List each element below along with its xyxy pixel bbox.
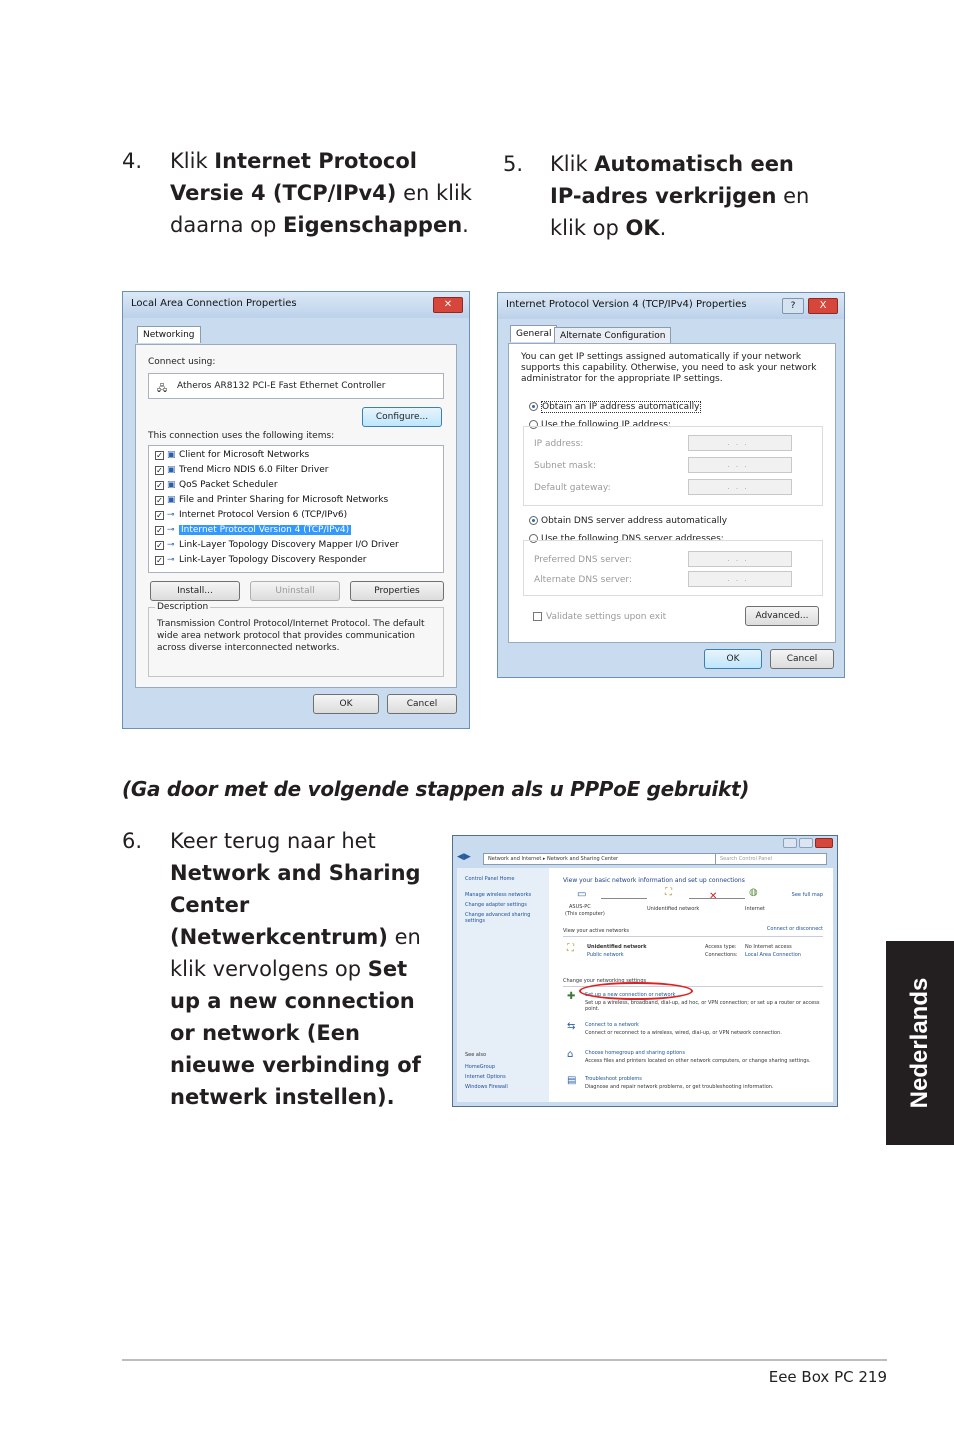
cancel-button[interactable]: Cancel bbox=[770, 649, 834, 669]
radio-on[interactable] bbox=[529, 402, 538, 411]
language-side-tab bbox=[886, 941, 954, 1145]
step-number: 5. bbox=[503, 152, 524, 176]
left-link[interactable]: Windows Firewall bbox=[465, 1084, 508, 1090]
dialog-title: Internet Protocol Version 4 (TCP/IPv4) Properties bbox=[506, 299, 747, 310]
access-type-value: No Internet access bbox=[745, 944, 792, 950]
task-setup-connection-link[interactable]: Set up a new connection or network bbox=[585, 992, 676, 998]
network-icon: ⛶ bbox=[567, 943, 574, 954]
pc-name: ASUS-PC bbox=[569, 904, 591, 910]
driver-icon: ▣ bbox=[167, 465, 176, 475]
obtain-ip-option[interactable]: Obtain an IP address automatically bbox=[529, 402, 701, 412]
maximize-button[interactable] bbox=[799, 838, 813, 848]
checkbox[interactable]: ✓ bbox=[156, 525, 163, 535]
divider bbox=[563, 936, 823, 937]
checkbox[interactable]: ✓ bbox=[156, 555, 163, 565]
left-link[interactable]: HomeGroup bbox=[465, 1064, 495, 1070]
use-ip-option[interactable]: Use the following IP address: bbox=[529, 420, 671, 430]
list-item[interactable]: ✓ ▣ File and Printer Sharing for Microsoft Networks bbox=[156, 495, 389, 505]
globe-icon: ◍ bbox=[749, 887, 758, 898]
checkbox[interactable]: ✓ bbox=[156, 480, 163, 490]
title-bar bbox=[123, 292, 469, 318]
adapter-name: Atheros AR8132 PCI-E Fast Ethernet Controller bbox=[177, 381, 386, 391]
connect-using-label: Connect using: bbox=[148, 357, 216, 367]
active-networks-label: View your active networks bbox=[563, 928, 629, 934]
connect-network-icon: ⇆ bbox=[567, 1021, 576, 1032]
subnet-mask-label: Subnet mask: bbox=[534, 461, 596, 471]
ipv4-properties-dialog bbox=[497, 292, 845, 678]
task-description: Connect or reconnect to a wireless, wired, dial-up, or VPN network connection. bbox=[585, 1030, 782, 1036]
title-bar bbox=[498, 293, 844, 319]
access-type-label: Access type: bbox=[705, 944, 737, 950]
step-number: 6. bbox=[122, 829, 143, 853]
network-type-link[interactable]: Public network bbox=[587, 952, 624, 958]
active-network-name: Unidentified network bbox=[587, 944, 647, 950]
step-text: Klik Internet Protocol Versie 4 (TCP/IPv4) en klik daarna op Eigenschappen. bbox=[170, 149, 472, 237]
connection-link[interactable]: Local Area Connection bbox=[745, 952, 801, 958]
disconnected-x-icon: ✕ bbox=[709, 891, 718, 902]
radio-on[interactable] bbox=[529, 516, 538, 525]
description-group bbox=[148, 602, 444, 677]
unidentified-network-label: Unidentified network bbox=[647, 906, 700, 912]
alternate-dns-field[interactable]: ... bbox=[688, 571, 792, 587]
dialog-title: Local Area Connection Properties bbox=[131, 298, 297, 309]
adapter-field bbox=[148, 373, 444, 399]
uninstall-button[interactable]: Uninstall bbox=[250, 581, 340, 601]
ok-button[interactable]: OK bbox=[313, 694, 379, 714]
checkbox[interactable]: ✓ bbox=[156, 465, 163, 475]
task-connect-link[interactable]: Connect to a network bbox=[585, 1022, 639, 1028]
sharing-icon: ▣ bbox=[167, 495, 176, 505]
tab-networking[interactable]: Networking bbox=[137, 326, 201, 343]
protocol-icon: ⊸ bbox=[167, 540, 175, 550]
left-link[interactable]: Change adapter settings bbox=[465, 902, 527, 908]
validate-settings-option[interactable]: Validate settings upon exit bbox=[533, 612, 666, 622]
close-button[interactable]: X bbox=[808, 298, 838, 314]
title-bar bbox=[453, 836, 837, 852]
checkbox[interactable]: ✓ bbox=[156, 450, 163, 460]
use-dns-option[interactable]: Use the following DNS server addresses: bbox=[529, 534, 724, 544]
main-heading: View your basic network information and set up connections bbox=[563, 877, 745, 884]
advanced-button[interactable]: Advanced... bbox=[745, 606, 819, 626]
properties-button[interactable]: Properties bbox=[350, 581, 444, 601]
preferred-dns-field[interactable]: ... bbox=[688, 551, 792, 567]
page-footer: Eee Box PC 219 bbox=[768, 1368, 887, 1386]
checkbox[interactable] bbox=[533, 612, 542, 621]
items-list bbox=[148, 445, 444, 573]
pppoe-note: (Ga door met de volgende stappen als u PPPoE gebruikt) bbox=[122, 777, 750, 801]
see-full-map-link[interactable]: See full map bbox=[791, 892, 823, 898]
default-gateway-label: Default gateway: bbox=[534, 483, 611, 493]
ip-address-field[interactable]: ... bbox=[688, 435, 792, 451]
help-button[interactable]: ? bbox=[782, 298, 804, 314]
task-homegroup-link[interactable]: Choose homegroup and sharing options bbox=[585, 1050, 685, 1056]
pc-subtitle: (This computer) bbox=[565, 911, 605, 917]
internet-label: Internet bbox=[745, 906, 765, 912]
list-item[interactable]: ✓ ⊸ Link-Layer Topology Discovery Mapper I/O Driver bbox=[156, 540, 399, 550]
description-label: Description bbox=[157, 602, 209, 612]
see-also-label: See also bbox=[465, 1052, 487, 1058]
connect-disconnect-link[interactable]: Connect or disconnect bbox=[766, 926, 823, 932]
list-item-selected[interactable]: ✓ ⊸ Internet Protocol Version 4 (TCP/IPv4) bbox=[156, 525, 350, 535]
list-item[interactable]: ✓ ⊸ Link-Layer Topology Discovery Responder bbox=[156, 555, 367, 565]
tab-general[interactable]: General bbox=[510, 325, 557, 342]
adapter-icon: 🖧 bbox=[157, 384, 168, 394]
change-settings-label: Change your networking settings bbox=[563, 978, 647, 984]
alternate-dns-label: Alternate DNS server: bbox=[534, 575, 633, 585]
protocol-icon: ⊸ bbox=[167, 510, 175, 520]
left-link[interactable]: Change advanced sharing settings bbox=[465, 912, 531, 924]
homegroup-icon: ⌂ bbox=[567, 1049, 574, 1060]
left-link[interactable]: Internet Options bbox=[465, 1074, 506, 1080]
network-sharing-center-window bbox=[452, 835, 838, 1107]
step-text: Klik Automatisch een IP-adres verkrijgen en klik op OK. bbox=[550, 152, 810, 240]
task-troubleshoot-link[interactable]: Troubleshoot problems bbox=[585, 1076, 642, 1082]
dns-group bbox=[523, 540, 823, 596]
checkbox[interactable]: ✓ bbox=[156, 540, 163, 550]
footer-rule bbox=[122, 1359, 887, 1361]
task-description: Set up a wireless, broadband, dial-up, ad hoc, or VPN connection; or set up a router or access point. bbox=[585, 1000, 820, 1012]
checkbox[interactable]: ✓ bbox=[156, 495, 163, 505]
checkbox[interactable]: ✓ bbox=[156, 510, 163, 520]
close-button[interactable]: ✕ bbox=[433, 297, 463, 313]
general-panel bbox=[508, 343, 836, 643]
list-item[interactable]: ✓ ▣ Trend Micro NDIS 6.0 Filter Driver bbox=[156, 465, 329, 475]
connections-label: Connections: bbox=[705, 952, 738, 958]
configure-button[interactable]: Configure... bbox=[362, 407, 442, 427]
step-text: Keer terug naar het Network and Sharing Center (Netwerkcentrum) en klik vervolgens op Set up a new connection or network (Een nieuwe verbinding of netwerk instellen). bbox=[170, 829, 421, 1109]
link-line bbox=[601, 898, 647, 899]
left-pane bbox=[457, 868, 549, 1102]
protocol-icon: ⊸ bbox=[167, 555, 175, 565]
subnet-mask-field[interactable]: ... bbox=[688, 457, 792, 473]
task-description: Access files and printers located on other network computers, or change sharing settings. bbox=[585, 1058, 811, 1064]
computer-icon: ▭ bbox=[577, 889, 587, 900]
highlight-circle bbox=[579, 982, 693, 1000]
language-label: Nederlands bbox=[906, 977, 933, 1109]
ip-address-label: IP address: bbox=[534, 439, 584, 449]
ok-button[interactable]: OK bbox=[704, 649, 762, 669]
networking-panel bbox=[135, 344, 457, 688]
network-client-icon: ▣ bbox=[167, 450, 176, 460]
back-forward-icon[interactable]: ◀▶ bbox=[457, 852, 471, 862]
default-gateway-field[interactable]: ... bbox=[688, 479, 792, 495]
tab-alternate-configuration[interactable]: Alternate Configuration bbox=[554, 327, 671, 344]
step-number: 4. bbox=[122, 149, 143, 173]
list-item[interactable]: ✓ ▣ Client for Microsoft Networks bbox=[156, 450, 310, 460]
close-button[interactable] bbox=[815, 838, 833, 848]
protocol-icon: ⊸ bbox=[167, 525, 175, 535]
cancel-button[interactable]: Cancel bbox=[387, 694, 457, 714]
list-item[interactable]: ✓ ⊸ Internet Protocol Version 6 (TCP/IPv6) bbox=[156, 510, 348, 520]
task-description: Diagnose and repair network problems, or get troubleshooting information. bbox=[585, 1084, 774, 1090]
description-text: Transmission Control Protocol/Internet Protocol. The default wide area network protocol that provides communication across diverse interconnected networks. bbox=[157, 619, 425, 653]
minimize-button[interactable] bbox=[783, 838, 797, 848]
setup-connection-icon: ✚ bbox=[567, 991, 576, 1002]
install-button[interactable]: Install... bbox=[150, 581, 240, 601]
obtain-dns-option[interactable]: Obtain DNS server address automatically bbox=[529, 516, 727, 526]
left-link[interactable]: Control Panel Home bbox=[465, 876, 515, 882]
local-area-connection-dialog bbox=[122, 291, 470, 729]
network-icon: ⛶ bbox=[665, 887, 672, 898]
preferred-dns-label: Preferred DNS server: bbox=[534, 555, 632, 565]
search-box[interactable]: Search Control Panel bbox=[715, 853, 827, 865]
list-item[interactable]: ✓ ▣ QoS Packet Scheduler bbox=[156, 480, 278, 490]
intro-text: You can get IP settings assigned automatically if your network supports this capability. Otherwise, you need to ask your network administrator for the appropriate IP settings. bbox=[521, 352, 817, 384]
left-link[interactable]: Manage wireless networks bbox=[465, 892, 532, 898]
troubleshoot-icon: ▤ bbox=[567, 1075, 577, 1086]
ip-group bbox=[523, 426, 823, 506]
address-bar[interactable]: Network and Internet ▸ Network and Sharing Center bbox=[483, 853, 745, 865]
items-label: This connection uses the following items: bbox=[148, 431, 335, 441]
scheduler-icon: ▣ bbox=[167, 480, 176, 490]
